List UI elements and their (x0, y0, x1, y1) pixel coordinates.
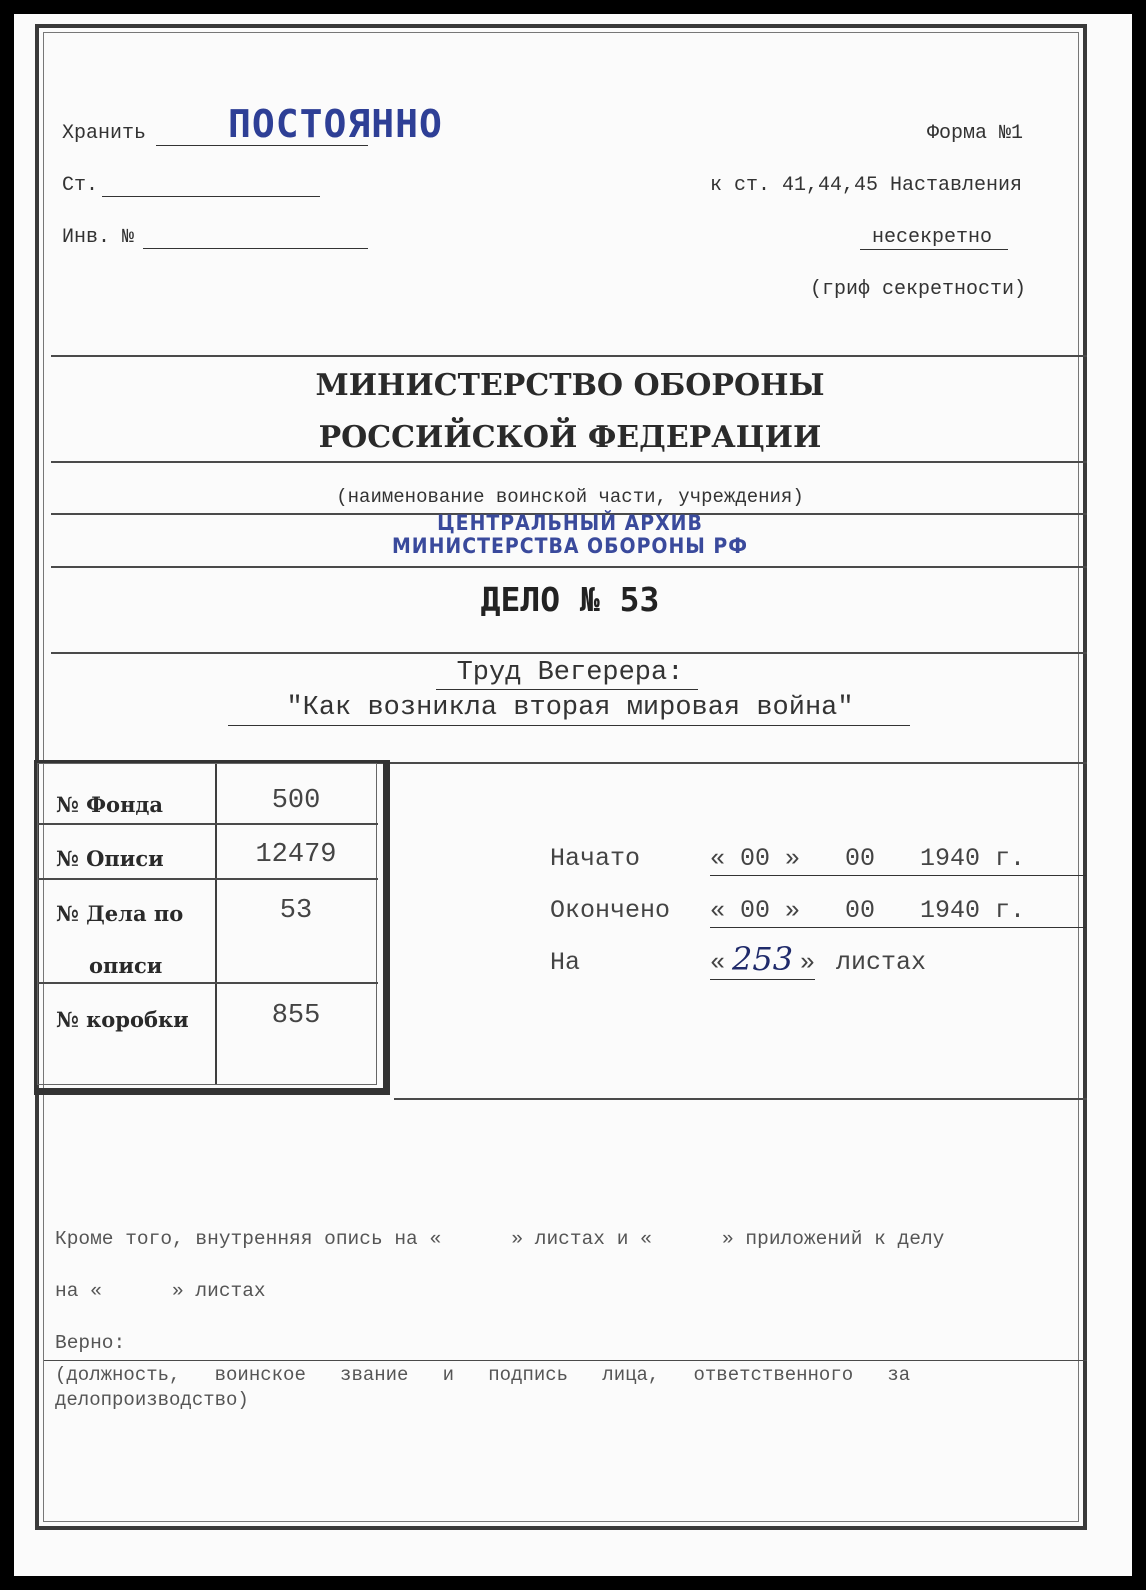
fond-value: 500 (271, 786, 321, 816)
box-label: № коробки (56, 1007, 189, 1032)
sheets-underline (710, 979, 815, 980)
permanent-stamp: ПОСТОЯННО (228, 102, 443, 146)
finished-value: « 00 » 00 1940 г. (710, 896, 1026, 925)
sheets-label: На (550, 948, 581, 977)
divider-dates-bottom (394, 1098, 1087, 1100)
inventory-line: Кроме того, внутренняя опись на « » листах и « » приложений к делу (55, 1228, 945, 1250)
divider-org-caption (51, 461, 1087, 463)
started-label: Начато (550, 844, 641, 873)
organization-caption: (наименование воинской части, учреждения) (336, 486, 804, 508)
secrecy-caption: (гриф секретности) (810, 278, 1027, 301)
sheets-close-quote: » (800, 948, 816, 977)
sheets-word: листах (836, 948, 927, 977)
signature-line (44, 1360, 1087, 1361)
divider-case-top (51, 566, 1087, 568)
started-value: « 00 » 00 1940 г. (710, 844, 1026, 873)
ministry-line-1: МИНИСТЕРСТВО ОБОРОНЫ (315, 368, 825, 403)
case-number: ДЕЛО № 53 (480, 580, 660, 619)
sheets-attachment-line: на « » листах (55, 1280, 266, 1302)
delo-label-line-2: описи (89, 953, 163, 978)
fond-label: № Фонда (56, 792, 164, 817)
signature-caption-line-1: (должность, воинское звание и подпись лица, ответственного за (55, 1364, 911, 1386)
table-row-divider (38, 982, 378, 984)
table-row-divider (38, 878, 378, 880)
inv-label: Инв. № (62, 226, 135, 249)
form-label: Форма №1 (927, 122, 1024, 145)
sheets-count-handwritten: 253 (732, 940, 794, 978)
secrecy-value: несекретно (872, 226, 993, 249)
case-title-line-2: "Как возникла вторая мировая война" (286, 693, 854, 723)
box-value: 855 (271, 1001, 321, 1031)
case-title-underline-2 (228, 725, 910, 726)
secrecy-underline (860, 249, 1008, 250)
divider-title-top (51, 652, 1087, 654)
signature-caption-line-2: делопроизводство) (55, 1389, 249, 1411)
case-title-line-1: Труд Вегерера: (456, 658, 684, 688)
finished-underline (710, 927, 1086, 928)
opis-value: 12479 (255, 840, 337, 870)
ministry-line-2: РОССИЙСКОЙ ФЕДЕРАЦИИ (318, 420, 822, 455)
delo-label-line-1: № Дела по (56, 901, 184, 926)
verified-label: Верно: (55, 1332, 126, 1354)
keep-label: Хранить (62, 122, 147, 145)
archive-stamp-line-2: МИНИСТЕРСТВА ОБОРОНЫ РФ (391, 534, 749, 558)
sheets-open-quote: « (710, 948, 726, 977)
finished-label: Окончено (550, 896, 671, 925)
case-title-underline-1 (436, 689, 698, 690)
divider-org-top (51, 355, 1087, 357)
opis-label: № Описи (56, 846, 164, 871)
started-underline (710, 875, 1086, 876)
st-underline (102, 196, 320, 197)
archive-codes-table (34, 760, 394, 1100)
inv-underline (143, 248, 368, 249)
instruction-reference: к ст. 41,44,45 Наставления (710, 174, 1023, 197)
st-label: Ст. (62, 174, 99, 197)
table-row-divider (38, 823, 378, 825)
delo-value: 53 (279, 896, 313, 926)
archive-stamp-line-1: ЦЕНТРАЛЬНЫЙ АРХИВ (437, 511, 703, 535)
